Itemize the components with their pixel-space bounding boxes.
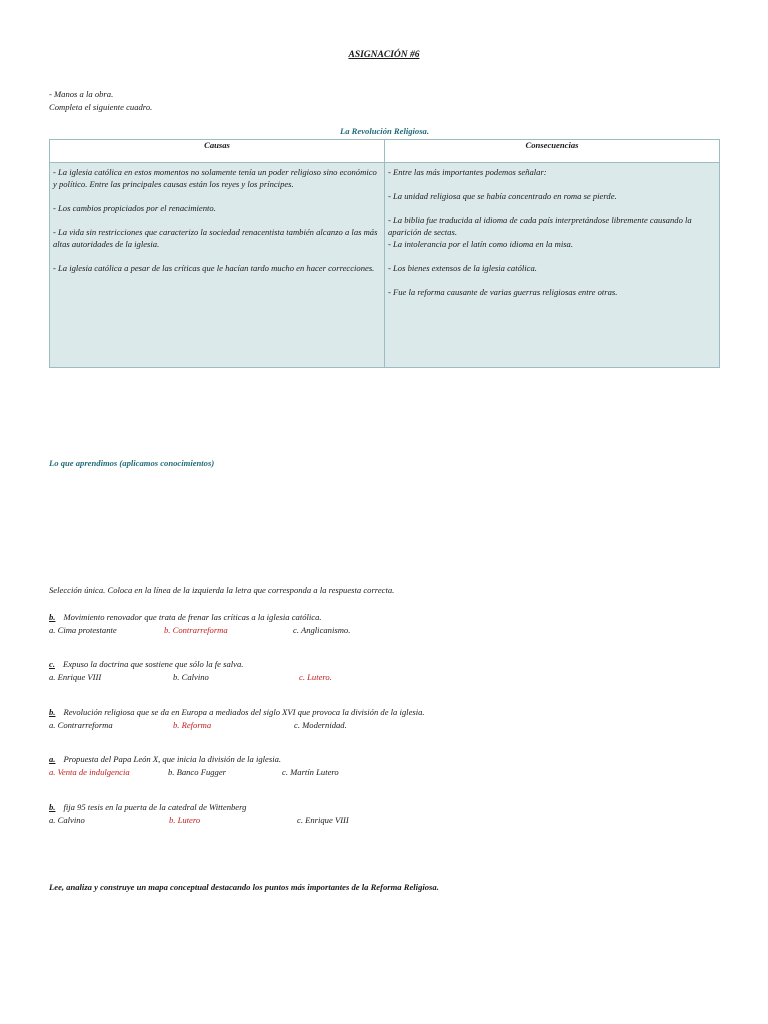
option-c: c. Enrique VIII (297, 815, 349, 825)
causes-consequences-table (49, 139, 720, 368)
header-causas: Causas (50, 140, 385, 163)
option-b: b. Calvino (173, 672, 209, 682)
option-c: c. Modernidad. (294, 720, 347, 730)
consequence-item: - Entre las más importantes podemos señalar: (388, 167, 547, 177)
option-c: c. Martín Lutero (282, 767, 339, 777)
page-title: ASIGNACIÓN #6 (348, 50, 420, 60)
consequence-item: - La intolerancia por el latín como idioma en la misa. (388, 239, 573, 249)
option-a: a. Cima protestante (49, 625, 117, 635)
cause-item: - La vida sin restricciones que caracterizo la sociedad renacentista también alcanzo a las más altas autoridades de la iglesia. (53, 227, 378, 249)
header-consecuencias: Consecuencias (385, 140, 720, 163)
consequence-item: - Fue la reforma causante de varias guerras religiosas entre otras. (388, 287, 618, 297)
consequence-item: - La unidad religiosa que se había concentrado en roma se pierde. (388, 191, 617, 201)
causes-cell (50, 163, 385, 368)
section-title-aprendimos: Lo que aprendimos (aplicamos conocimientos) (49, 458, 215, 468)
answer-blank[interactable]: b. (49, 707, 56, 717)
question-text: Movimiento renovador que trata de frenar las críticas a la iglesia católica. (63, 612, 322, 622)
consequence-item: - La biblia fue traducida al idioma de cada país interpretándose libremente causando la aparición de sectas. (388, 215, 692, 237)
question-4 (49, 754, 729, 781)
option-a: a. Enrique VIII (49, 672, 102, 682)
answer-blank[interactable]: b. (49, 802, 56, 812)
question-text: Revolución religiosa que se da en Europa a mediados del siglo XVI que provoca la división de la iglesia. (63, 707, 425, 717)
option-b: b. Contrarreforma (164, 625, 228, 635)
question-text: fija 95 tesis en la puerta de la catedral de Wittenberg (63, 802, 247, 812)
cause-item: - La iglesia católica a pesar de las críticas que le hacían tardo mucho en hacer correcciones. (53, 263, 375, 273)
question-3 (49, 707, 729, 734)
option-b: b. Reforma (173, 720, 212, 730)
option-b: b. Lutero (169, 815, 201, 825)
intro-line-2: Completa el siguiente cuadro. (49, 102, 153, 112)
cause-item: - La iglesia católica en estos momentos no solamente tenía un poder religioso sino económico y político. Entre las principales causas están los reyes y los príncipes. (53, 167, 377, 189)
question-1 (49, 612, 729, 639)
consequence-item: - Los bienes extensos de la iglesia católica. (388, 263, 537, 273)
cause-item: - Los cambios propiciados por el renacimiento. (53, 203, 216, 213)
table-caption: La Revolución Religiosa. (339, 126, 430, 136)
question-text: Expuso la doctrina que sostiene que sólo la fe salva. (62, 659, 244, 669)
option-c: c. Anglicanismo. (293, 625, 351, 635)
intro (49, 88, 152, 114)
question-2 (49, 659, 729, 686)
final-task: Lee, analiza y construye un mapa conceptual destacando los puntos más importantes de la Reforma Religiosa. (49, 882, 439, 892)
answer-blank[interactable]: a. (49, 754, 56, 764)
answer-blank[interactable]: b. (49, 612, 56, 622)
option-a: a. Calvino (49, 815, 85, 825)
option-b: b. Banco Fugger (168, 767, 226, 777)
consequences-cell (385, 163, 720, 368)
option-a: a. Contrarreforma (49, 720, 113, 730)
answer-blank[interactable]: c. (49, 659, 55, 669)
intro-line-1: - Manos a la obra. (49, 89, 114, 99)
question-5 (49, 802, 729, 829)
option-a: a. Venta de indulgencia (49, 767, 130, 777)
instruction: Selección única. Coloca en la línea de la izquierda la letra que corresponda a la respuesta correcta. (49, 585, 395, 595)
question-text: Propuesta del Papa León X, que inicia la división de la iglesia. (63, 754, 282, 764)
option-c: c. Lutero. (299, 672, 332, 682)
